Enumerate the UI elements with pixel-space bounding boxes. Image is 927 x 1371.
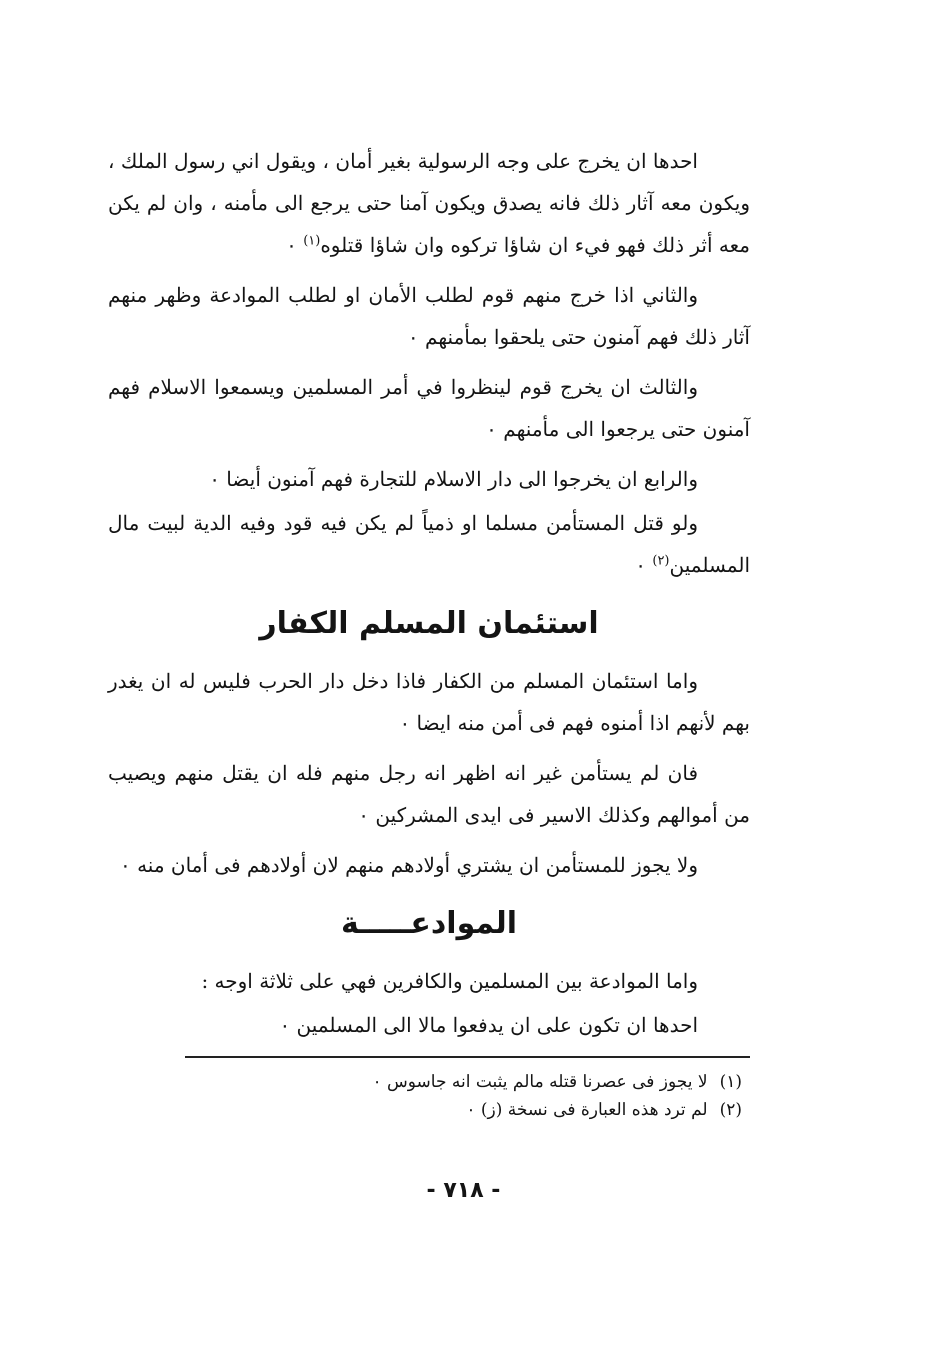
footnote-ref-1: (١)	[303, 233, 321, 249]
page-body	[108, 140, 750, 1124]
paragraph-no-safe-conduct: فان لم يستأمن غير انه اظهر انه رجل منهم فله ان يقتل منهم ويصيب من أموالهم وكذلك الاسير فى ايدى المشركين ٠	[108, 761, 750, 827]
paragraph-end-mark: ٠	[286, 233, 304, 257]
paragraph-text: ولو قتل المستأمن مسلما او ذمياً لم يكن فيه قود وفيه الدية لبيت مال المسلمين	[108, 511, 750, 577]
paragraph-truce-first: احدها ان تكون على ان يدفعوا مالا الى المسلمين ٠	[279, 1013, 698, 1037]
section-heading-truce: الموادعـــــة	[340, 906, 518, 941]
footnote-2	[108, 1096, 750, 1124]
paragraph-first-case	[108, 140, 750, 266]
paragraph-text: احدها ان يخرج على وجه الرسولية بغير أمان ، ويقول اني رسول الملك ، ويكون معه آثار ذلك فانه يصدق ويكون آمنا حتى يرجع الى مأمنه ، وان لم يكن معه أثر ذلك فهو فيء ان شاؤا تركوه وان شاؤا قتلوه	[108, 149, 750, 257]
paragraph-buying-children: ولا يجوز للمستأمن ان يشتري أولادهم منهم لان أولادهم فى أمان منه ٠	[119, 853, 698, 877]
paragraph-safe-conduct: واما استئمان المسلم من الكفار فاذا دخل دار الحرب فليس له ان يغدر بهم لأنهم اذا أمنوه فهم فى أمن منه ايضا ٠	[108, 669, 750, 735]
paragraph-blood-money	[108, 502, 750, 586]
footnote-text: لا يجوز فى عصرنا قتله مالم يثبت انه جاسوس ٠	[372, 1072, 708, 1092]
section-heading-muslim-safe-conduct: استئمان المسلم الكفار	[259, 606, 599, 641]
paragraph-second-case: والثاني اذا خرج منهم قوم لطلب الأمان او لطلب الموادعة وظهر منهم آثار ذلك فهم آمنون حتى يلحقوا بمأمنهم ٠	[108, 283, 750, 349]
footnote-number: (٢)	[719, 1100, 742, 1120]
paragraph-truce-intro: واما الموادعة بين المسلمين والكافرين فهي على ثلاثة اوجه :	[201, 969, 698, 993]
page-number: - ٧١٨ -	[426, 1178, 501, 1203]
footnote-divider	[185, 1056, 750, 1058]
paragraph-end-mark: ٠	[635, 553, 653, 577]
footnote-1	[108, 1068, 750, 1096]
paragraph-third-case: والثالث ان يخرج قوم لينظروا في أمر المسلمين ويسمعوا الاسلام فهم آمنون حتى يرجعوا الى مأمنهم ٠	[108, 375, 750, 441]
paragraph-fourth-case: والرابع ان يخرجوا الى دار الاسلام للتجارة فهم آمنون أيضا ٠	[209, 467, 698, 491]
footnote-number: (١)	[719, 1072, 742, 1092]
footnote-ref-2: (٢)	[652, 553, 670, 569]
footnote-text: لم ترد هذه العبارة فى نسخة (ز) ٠	[466, 1100, 708, 1120]
